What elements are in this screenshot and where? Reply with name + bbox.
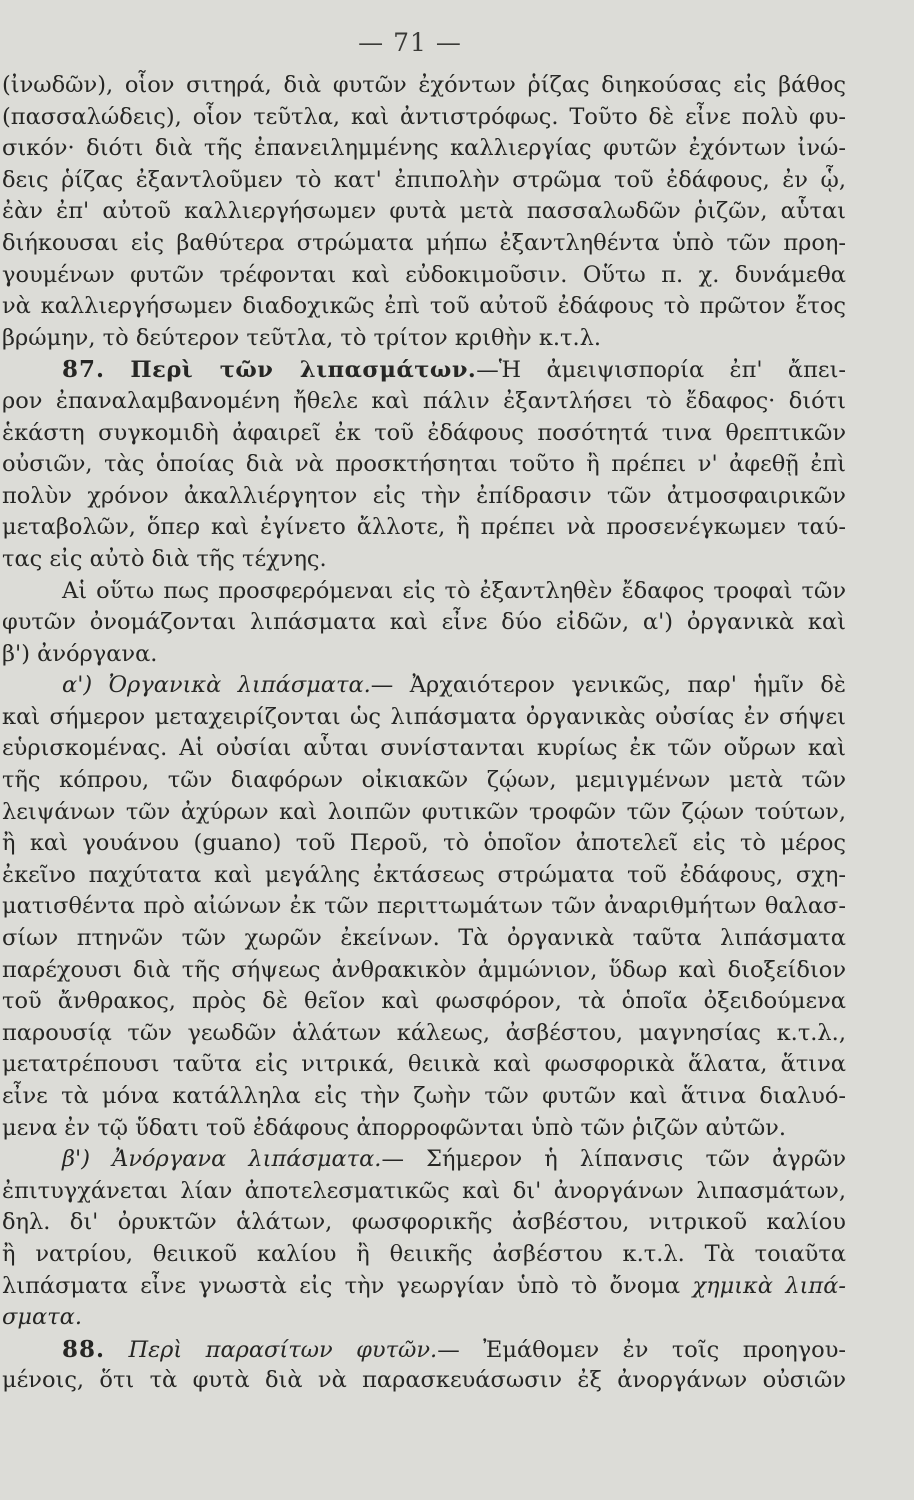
text-line: ἑκάστη συγκομιδὴ ἀφαιρεῖ ἐκ τοῦ ἐδάφους ποσότητά τινα θρεπτικῶν [2,419,846,446]
text-line: φυτῶν ὀνομάζονται λιπάσματα καὶ εἶνε δύο εἰδῶν, α') ὀργανικὰ καὶ [2,609,846,636]
text-line: (πασσαλώδεις), οἷον τεῦτλα, καὶ ἀντιστρόφως. Τοῦτο δὲ εἶνε πολὺ φυ- [2,103,846,130]
text-line: ἐπιτυγχάνεται λίαν ἀποτελεσματικῶς καὶ δι' ἀνοργάνων λιπασμάτων, [2,1177,846,1204]
text-line: βρώμην, τὸ δεύτερον τεῦτλα, τὸ τρίτον κριθὴν κ.τ.λ. [2,324,602,351]
text-line: καὶ σήμερον μεταχειρίζονται ὡς λιπάσματα ὀργανικὰς οὐσίας ἐν σήψει [2,703,846,730]
subsection-title: β') Ἀνόργανα λιπάσματα. [62,1146,382,1173]
text-line: β') ἀνόργανα. [2,640,158,667]
text-line: τας εἰς αὐτὸ διὰ τῆς τέχνης. [2,545,327,572]
text-line: μετατρέπουσι ταῦτα εἰς νιτρικά, θειικὰ καὶ φωσφορικὰ ἅλατα, ἅτινα [2,1051,846,1078]
section-number: 88. [62,1335,106,1363]
text-line: παρέχουσι διὰ τῆς σήψεως ἀνθρακικὸν ἀμμώνιον, ὕδωρ καὶ διοξείδιον [2,956,846,983]
text-line: (ἰνωδῶν), οἷον σιτηρά, διὰ φυτῶν ἐχόντων ῥίζας διηκούσας εἰς βάθος [2,72,846,98]
text-line: νὰ καλλιεργήσωμεν διαδοχικῶς ἐπὶ τοῦ αὐτοῦ ἐδάφους τὸ πρῶτον ἔτος [2,293,846,320]
subsection-heading-line: β') Ἀνόργανα λιπάσματα.— Σήμερον ἡ λίπανσις τῶν ἀγρῶν [62,1146,846,1173]
page-number: — 71 — [358,28,462,57]
text-line [0,1302,850,1334]
text-line: δηλ. δι' ὀρυκτῶν ἁλάτων, φωσφορικῆς ἀσβέστου, νιτρικοῦ καλίου [2,1209,846,1236]
text-line: τῆς κόπρου, τῶν διαφόρων οἰκιακῶν ζῴων, μεμιγμένων μετὰ τῶν [2,767,846,794]
section-heading-line: 88. Περὶ παρασίτων φυτῶν.— Ἐμάθομεν ἐν τοῖς προηγου- [62,1335,847,1363]
section-title: Περὶ παρασίτων φυτῶν. [128,1336,438,1363]
text-line: ἐκεῖνο παχύτατα καὶ μεγάλης ἐκτάσεως στρώματα τοῦ ἐδάφους, σχη- [2,861,846,888]
subsection-heading-line: α') Ὀργανικὰ λιπάσματα.— Ἀρχαιότερον γενικῶς, παρ' ἡμῖν δὲ [62,672,846,699]
text-line: μενα ἐν τῷ ὕδατι τοῦ ἐδάφους ἀπορροφῶνται ὑπὸ τῶν ῥιζῶν αὐτῶν. [2,1114,786,1141]
text-line: ἢ νατρίου, θειικοῦ καλίου ἢ θειικῆς ἀσβέστου κ.τ.λ. Τὰ τοιαῦτα [2,1240,846,1267]
text-line: σίων πτηνῶν τῶν χωρῶν ἐκείνων. Τὰ ὀργανικὰ ταῦτα λιπάσματα [2,925,846,952]
text-line: Αἱ οὕτω πως προσφερόμεναι εἰς τὸ ἐξαντληθὲν ἔδαφος τροφαὶ τῶν [62,577,846,604]
text-line: εὑρισκομένας. Αἱ οὐσίαι αὗται συνίστανται κυρίως ἐκ τῶν οὔρων καὶ [2,735,846,762]
text-line: τοῦ ἄνθρακος, πρὸς δὲ θεῖον καὶ φωσφόρον, τὰ ὁποῖα ὀξειδούμενα [2,988,846,1015]
text-line: γουμένων φυτῶν τρέφονται καὶ εὐδοκιμοῦσιν. Οὕτω π. χ. δυνάμεθα [2,261,846,288]
section-title: Περὶ τῶν λιπασμάτων. [130,357,477,384]
text-line: οὐσιῶν, τὰς ὁποίας διὰ νὰ προσκτήσηται τοῦτο ἢ πρέπει ν' ἀφεθῇ ἐπὶ [2,451,846,478]
text-line: ἢ καὶ γουάνου (guano) τοῦ Περοῦ, τὸ ὁποῖον ἀποτελεῖ εἰς τὸ μέρος [2,830,846,857]
subsection-title: α') Ὀργανικὰ λιπάσματα. [62,672,371,699]
text-line: ματισθέντα πρὸ αἰώνων ἐκ τῶν περιττωμάτων τῶν ἀναριθμήτων θαλασ- [2,893,846,920]
text-line: διήκουσαι εἰς βαθύτερα στρώματα μήπω ἐξαντληθέντα ὑπὸ τῶν προη- [2,229,846,256]
text-line: εἶνε τὰ μόνα κατάλληλα εἰς τὴν ζωὴν τῶν φυτῶν καὶ ἅτινα διαλυό- [2,1083,846,1109]
text-line: δεις ῥίζας ἐξαντλοῦμεν τὸ κατ' ἐπιπολὴν στρῶμα τοῦ ἐδάφους, ἐν ᾧ, [2,166,846,193]
text-body [0,70,850,1397]
italic-term: χημικὰ λιπά- [692,1272,846,1299]
text-line: σικόν· διότι διὰ τῆς ἐπανειλημμένης καλλιεργίας φυτῶν ἐχόντων ἰνώ- [2,135,846,162]
text-line: ἐὰν ἐπ' αὐτοῦ καλλιεργήσωμεν φυτὰ μετὰ πασσαλωδῶν ῥιζῶν, αὗται [2,198,846,225]
section-heading-line: 87. Περὶ τῶν λιπασμάτων.—Ἡ ἀμειψισπορία ἐπ' ἄπει- [62,356,846,384]
text-line: μεταβολῶν, ὅπερ καὶ ἐγίνετο ἄλλοτε, ἢ πρέπει νὰ προσενέγκωμεν ταύ- [2,514,846,541]
text-line: παρουσίᾳ τῶν γεωδῶν ἁλάτων κάλεως, ἀσβέστου, μαγνησίας κ.τ.λ., [2,1019,846,1046]
text-line: ρον ἐπαναλαμβανομένη ἤθελε καὶ πάλιν ἐξαντλήσει τὸ ἔδαφος· διότι [2,387,846,414]
text-line: μένοις, ὅτι τὰ φυτὰ διὰ νὰ παρασκευάσωσιν ἐξ ἀνοργάνων οὐσιῶν [2,1367,846,1394]
text-line: λιπάσματα εἶνε γνωστὰ εἰς τὴν γεωργίαν ὑπὸ τὸ ὄνομα χημικὰ λιπά- [2,1272,846,1299]
text-line: λειψάνων τῶν ἀχύρων καὶ λοιπῶν φυτικῶν τροφῶν τῶν ζῴων τούτων, [2,798,846,825]
section-number: 87. [62,356,106,384]
text-line: πολὺν χρόνον ἀκαλλιέργητον εἰς τὴν ἐπίδρασιν τῶν ἀτμοσφαιρικῶν [2,482,846,509]
italic-term: σματα. [2,1304,82,1331]
